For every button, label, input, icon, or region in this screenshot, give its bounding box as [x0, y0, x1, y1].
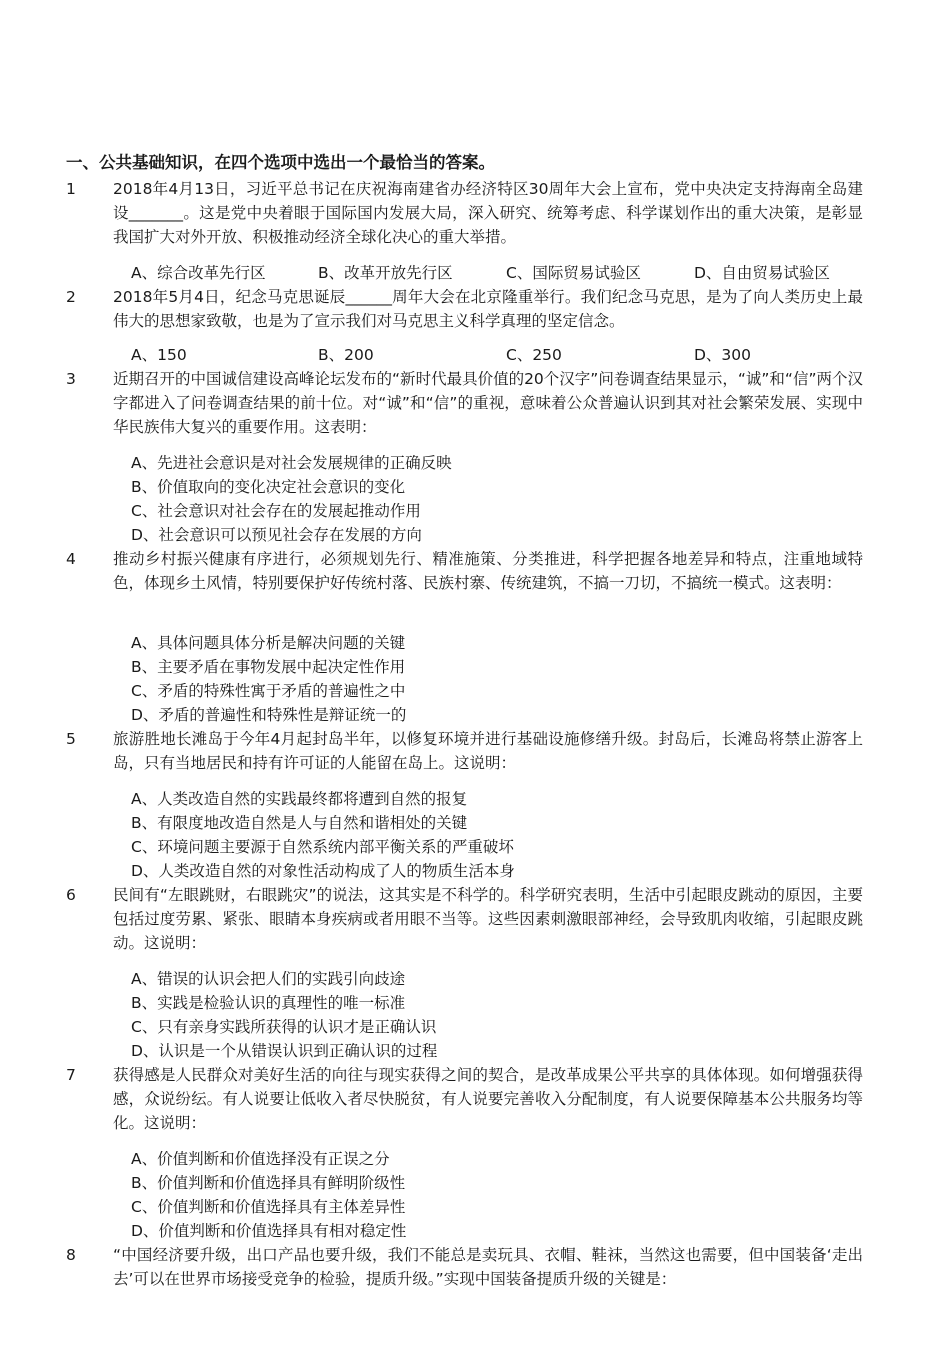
- question-stem: 旅游胜地长滩岛于今年4月起封岛半年，以修复环境并进行基础设施修缮升级。封岛后，长滩岛将禁止游客上岛，只有当地居民和持有许可证的人能留在岛上。这说明：: [113, 730, 863, 772]
- option-c: C、只有亲身实践所获得的认识才是正确认识: [131, 1018, 437, 1036]
- option-a: A、错误的认识会把人们的实践引向歧途: [131, 970, 406, 988]
- option-c: C、价值判断和价值选择具有主体差异性: [131, 1198, 406, 1216]
- options-list: [131, 1147, 891, 1243]
- option-c: C、250: [506, 346, 562, 364]
- option-d: D、价值判断和价值选择具有相对稳定性: [131, 1222, 407, 1240]
- question-number: 5: [66, 730, 76, 748]
- option-b: B、主要矛盾在事物发展中起决定性作用: [131, 658, 406, 676]
- question-stem: 民间有“左眼跳财，右眼跳灾”的说法，这其实是不科学的。科学研究表明，生活中引起眼皮跳动的原因，主要包括过度劳累、紧张、眼睛本身疾病或者用眼不当等。这些因素刺激眼部神经，会导致肌肉收缩，引起眼皮跳动。这说明：: [113, 886, 863, 952]
- option-d: D、自由贸易试验区: [694, 264, 830, 282]
- option-a: A、价值判断和价值选择没有正误之分: [131, 1150, 390, 1168]
- question-number: 3: [66, 370, 76, 388]
- question-number: 1: [66, 180, 76, 198]
- option-a: A、150: [131, 346, 187, 364]
- option-b: B、有限度地改造自然是人与自然和谐相处的关键: [131, 814, 468, 832]
- option-c: C、国际贸易试验区: [506, 264, 641, 282]
- option-d: D、人类改造自然的对象性活动构成了人的物质生活本身: [131, 862, 515, 880]
- options-row: [131, 343, 931, 367]
- question-stem: 2018年4月13日，习近平总书记在庆祝海南建省办经济特区30周年大会上宣布，党中央决定支持海南全岛建设_______。这是党中央着眼于国际国内发展大局，深入研究、统筹考虑、科学谋划作出的重大决策，是彰显我国扩大对外开放、积极推动经济全球化决心的重大举措。: [113, 180, 863, 246]
- question-number: 2: [66, 288, 76, 306]
- option-d: D、社会意识可以预见社会存在发展的方向: [131, 526, 422, 544]
- option-a: A、综合改革先行区: [131, 264, 266, 282]
- option-b: B、价值判断和价值选择具有鲜明阶级性: [131, 1174, 406, 1192]
- question-number: 8: [66, 1246, 76, 1264]
- question-stem: 近期召开的中国诚信建设高峰论坛发布的“新时代最具价值的20个汉字”问卷调查结果显示，“诚”和“信”两个汉字都进入了问卷调查结果的前十位。对“诚”和“信”的重视，意味着公众普遍认识到其对社会繁荣发展、实现中华民族伟大复兴的重要作用。这表明：: [113, 370, 863, 436]
- question-number: 7: [66, 1066, 76, 1084]
- options-list: [131, 451, 891, 547]
- option-b: B、200: [318, 346, 374, 364]
- option-c: C、社会意识对社会存在的发展起推动作用: [131, 502, 421, 520]
- question-number: 6: [66, 886, 76, 904]
- options-list: [131, 967, 891, 1063]
- option-c: C、矛盾的特殊性寓于矛盾的普遍性之中: [131, 682, 406, 700]
- option-b: B、实践是检验认识的真理性的唯一标准: [131, 994, 406, 1012]
- options-row: [131, 261, 931, 285]
- question-number: 4: [66, 550, 76, 568]
- question-stem: 2018年5月4日，纪念马克思诞辰______周年大会在北京隆重举行。我们纪念马克思，是为了向人类历史上最伟大的思想家致敬，也是为了宣示我们对马克思主义科学真理的坚定信念。: [113, 288, 863, 330]
- option-d: D、认识是一个从错误认识到正确认识的过程: [131, 1042, 438, 1060]
- option-a: A、人类改造自然的实践最终都将遭到自然的报复: [131, 790, 468, 808]
- option-b: B、价值取向的变化决定社会意识的变化: [131, 478, 406, 496]
- question-stem: 推动乡村振兴健康有序进行，必须规划先行、精准施策、分类推进，科学把握各地差异和特点，注重地域特色，体现乡土风情，特别要保护好传统村落、民族村寨、传统建筑，不搞一刀切，不搞统一模式。这表明：: [113, 550, 863, 592]
- option-b: B、改革开放先行区: [318, 264, 453, 282]
- section-title: 一、公共基础知识，在四个选项中选出一个最恰当的答案。: [66, 153, 495, 172]
- options-list: [131, 631, 891, 727]
- option-d: D、300: [694, 346, 752, 364]
- option-a: A、先进社会意识是对社会发展规律的正确反映: [131, 454, 452, 472]
- options-list: [131, 787, 891, 883]
- option-a: A、具体问题具体分析是解决问题的关键: [131, 634, 406, 652]
- question-stem: 获得感是人民群众对美好生活的向往与现实获得之间的契合，是改革成果公平共享的具体体现。如何增强获得感，众说纷纭。有人说要让低收入者尽快脱贫，有人说要完善收入分配制度，有人说要保障基本公共服务均等化。这说明：: [113, 1066, 863, 1132]
- option-d: D、矛盾的普遍性和特殊性是辩证统一的: [131, 706, 407, 724]
- question-stem: “中国经济要升级，出口产品也要升级，我们不能总是卖玩具、衣帽、鞋袜，当然这也需要，但中国装备‘走出去’可以在世界市场接受竞争的检验，提质升级。”实现中国装备提质升级的关键是：: [113, 1246, 863, 1288]
- option-c: C、环境问题主要源于自然系统内部平衡关系的严重破坏: [131, 838, 514, 856]
